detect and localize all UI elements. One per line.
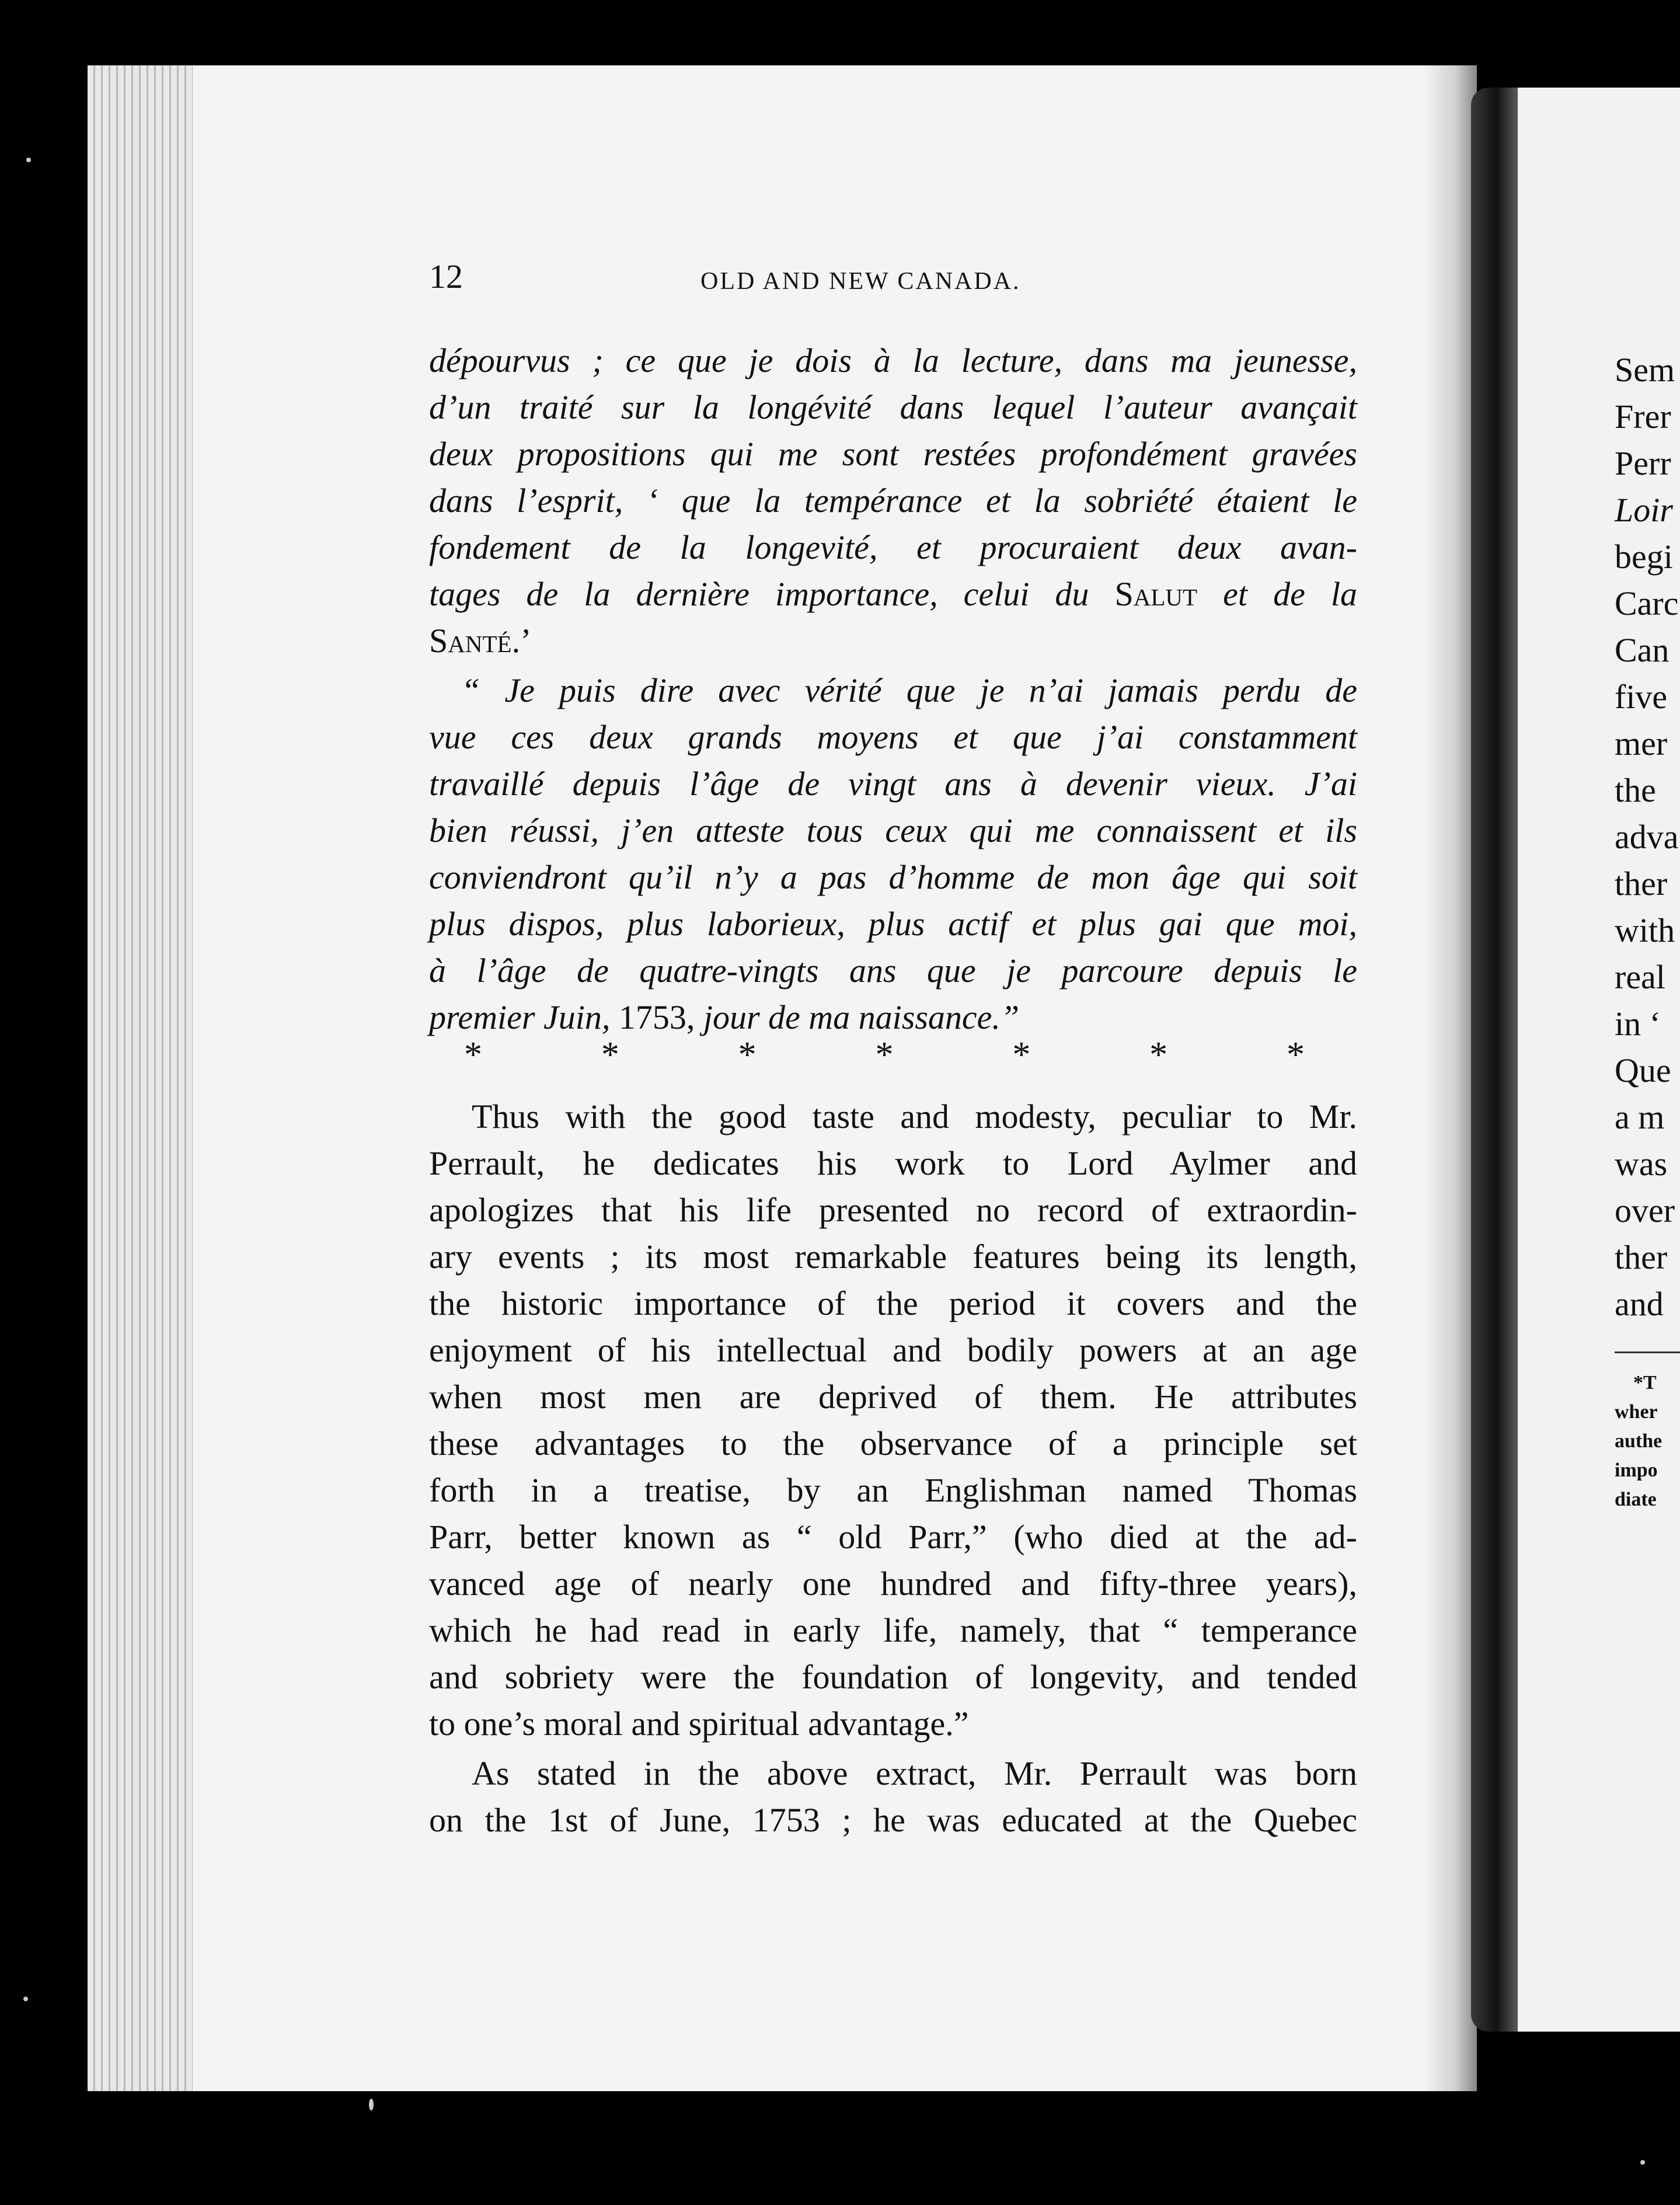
scan-speck [369, 2099, 374, 2110]
quote-line [429, 574, 1357, 615]
page-edge-stack [88, 65, 198, 2091]
facing-line: Perr [1615, 444, 1671, 482]
asterisk: * [1286, 1035, 1305, 1075]
facing-line: a m [1615, 1098, 1665, 1136]
quote-line: dans l’esprit, ‘ que la tempérance et la sobriété étaient le [429, 482, 1357, 520]
facing-line: the [1615, 771, 1656, 809]
quote-line: vue ces deux grands moyens et que j’ai constamment [429, 718, 1357, 756]
facing-footnote: impo [1615, 1459, 1658, 1481]
body-line: and sobriety were the foundation of longevity, and tended [429, 1658, 1357, 1696]
page-number: 12 [429, 257, 463, 295]
body-line: on the 1st of June, 1753 ; he was educated at the Quebec [429, 1801, 1357, 1839]
quote-line [429, 621, 1357, 661]
quote-line [429, 997, 1357, 1038]
scan-speck [1640, 2160, 1645, 2165]
body-line: apologizes that his life presented no record of extraordin- [429, 1191, 1357, 1229]
facing-line: mer [1615, 724, 1668, 762]
quote-line: plus dispos, plus laborieux, plus actif et plus gai que moi, [429, 905, 1357, 943]
body-line: ary events ; its most remarkable features being its length, [429, 1238, 1357, 1276]
facing-line: Carc [1615, 584, 1679, 622]
quote-line: conviendront qu’il n’y a pas d’homme de mon âge qui soit [429, 858, 1357, 896]
quote-line: d’un traité sur la longévité dans lequel l’auteur avançait [429, 388, 1357, 426]
facing-line: real [1615, 958, 1665, 996]
body-line: these advantages to the observance of a principle set [429, 1424, 1357, 1462]
body-line: Thus with the good taste and modesty, peculiar to Mr. [472, 1098, 1357, 1135]
quote-line: “ Je puis dire avec vérité que je n’ai jamais perdu de [461, 671, 1357, 709]
facing-line: Sem [1615, 351, 1675, 389]
scan-speck [26, 158, 31, 162]
quote-line: travaillé depuis l’âge de vingt ans à devenir vieux. J’ai [429, 765, 1357, 803]
quote-line-text: jour de ma naissance.” [703, 998, 1020, 1036]
quote-line: bien réussi, j’en atteste tous ceux qui me connaissent et ils [429, 811, 1357, 849]
body-line: which he had read in early life, namely, that “ temperance [429, 1611, 1357, 1649]
quote-line-text: et de la [1223, 575, 1358, 613]
facing-line: over [1615, 1192, 1675, 1229]
facing-line: five [1615, 678, 1668, 716]
asterisk: * [1012, 1035, 1031, 1075]
asterisk-divider [464, 1034, 1305, 1076]
facing-line: Que [1615, 1051, 1671, 1089]
quote-line: à l’âge de quatre-vingts ans que je parcoure depuis le [429, 952, 1357, 990]
year: 1753, [618, 998, 695, 1036]
body-line: to one’s moral and spiritual advantage.” [429, 1705, 969, 1743]
facing-line: begi [1615, 538, 1673, 576]
facing-line: adva [1615, 818, 1679, 856]
quote-line-text: tages de la dernière importance, celui du [429, 575, 1089, 613]
running-head: OLD AND NEW CANADA. [700, 268, 1021, 295]
facing-line: ther [1615, 1238, 1668, 1276]
facing-footnote: wher [1615, 1401, 1658, 1423]
asterisk: * [464, 1035, 482, 1075]
facing-line: Frer [1615, 398, 1671, 436]
quote-line-text: premier Juin, [429, 998, 611, 1036]
body-line: As stated in the above extract, Mr. Perrault was born [472, 1754, 1357, 1792]
facing-footnote: *T [1633, 1372, 1657, 1394]
body-line: vanced age of nearly one hundred and fifty-three years), [429, 1565, 1357, 1603]
salut-smallcaps: Salut [1114, 575, 1198, 613]
body-line: Parr, better known as “ old Parr,” (who died at the ad- [429, 1518, 1357, 1556]
body-line: enjoyment of his intellectual and bodily powers at an age [429, 1331, 1357, 1369]
facing-line: was [1615, 1145, 1668, 1183]
facing-footnote: diate [1615, 1489, 1657, 1510]
body-line: when most men are deprived of them. He attributes [429, 1378, 1357, 1416]
body-line: the historic importance of the period it covers and the [429, 1284, 1357, 1322]
body-line: Perrault, he dedicates his work to Lord Aylmer and [429, 1144, 1357, 1182]
facing-line: Loir [1615, 491, 1673, 529]
facing-line: ther [1615, 865, 1668, 903]
quote-line: fondement de la longevité, et procuraient deux avan- [429, 528, 1357, 566]
gutter-shadow [1424, 65, 1477, 2091]
facing-line: with [1615, 911, 1675, 949]
sante-smallcaps: Santé.’ [429, 622, 532, 660]
quote-line: dépourvus ; ce que je dois à la lecture, dans ma jeunesse, [429, 342, 1357, 379]
facing-footnote: authe [1615, 1430, 1662, 1452]
footnote-rule [1615, 1351, 1680, 1353]
asterisk: * [875, 1035, 894, 1075]
scan-speck [23, 1997, 28, 2001]
asterisk: * [738, 1035, 757, 1075]
facing-line: in ‘ [1615, 1005, 1661, 1043]
asterisk: * [601, 1035, 619, 1075]
asterisk: * [1149, 1035, 1168, 1075]
facing-page [1518, 88, 1680, 2032]
facing-line: Can [1615, 631, 1669, 669]
quote-line: deux propositions qui me sont restées profondément gravées [429, 435, 1357, 473]
body-line: forth in a treatise, by an Englishman named Thomas [429, 1471, 1357, 1509]
facing-line: and [1615, 1285, 1664, 1323]
